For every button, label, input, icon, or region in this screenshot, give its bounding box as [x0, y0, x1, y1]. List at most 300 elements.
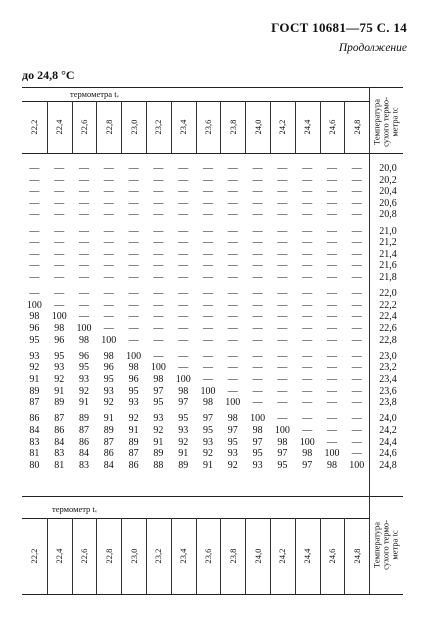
humidity-cell: —	[327, 174, 337, 186]
humidity-cell: —	[178, 299, 189, 311]
humidity-cell: 92	[29, 362, 40, 374]
humidity-cell: —	[302, 425, 313, 436]
humidity-cell: —	[351, 197, 362, 209]
column-rule	[245, 518, 246, 594]
humidity-cell: —	[153, 260, 164, 272]
column-rule	[270, 101, 271, 153]
humidity-cell: —	[227, 209, 238, 221]
humidity-cell: —	[327, 225, 337, 237]
humidity-cell: 92	[227, 459, 238, 471]
humidity-cell: 87	[103, 436, 114, 448]
humidity-cell: —	[178, 174, 189, 186]
humidity-cell: 100	[101, 334, 117, 346]
humidity-cell: —	[79, 186, 89, 198]
humidity-cell: 95	[227, 436, 238, 448]
dry-temp-value: 22,4	[379, 311, 397, 323]
wet-temp-column-header: 22,6	[79, 119, 89, 135]
dry-temp-value: 20,0	[379, 163, 397, 174]
dry-temp-value: 20,8	[379, 209, 397, 221]
humidity-cell: 86	[128, 459, 139, 471]
humidity-cell: —	[227, 385, 238, 397]
humidity-cell: 86	[103, 448, 114, 460]
wet-temp-column-header-bottom: 24,8	[351, 548, 362, 564]
humidity-cell: 96	[103, 362, 114, 374]
humidity-cell: 91	[203, 459, 213, 471]
humidity-cell: —	[203, 334, 213, 346]
humidity-cell: —	[351, 186, 362, 198]
dry-temp-value: 24,4	[379, 436, 397, 448]
humidity-cell: —	[178, 248, 189, 260]
humidity-cell: —	[29, 186, 40, 198]
column-rule	[270, 518, 271, 594]
humidity-cell: 100	[299, 436, 315, 448]
humidity-cell: —	[153, 174, 164, 186]
humidity-cell: 91	[178, 448, 189, 460]
humidity-cell: —	[103, 311, 114, 323]
humidity-cell: —	[327, 385, 337, 397]
humidity-cell: 81	[54, 459, 65, 471]
humidity-cell: —	[153, 288, 164, 300]
humidity-cell: —	[227, 323, 238, 334]
wet-temp-column-header-bottom: 24,6	[327, 548, 337, 564]
humidity-cell: —	[327, 163, 337, 174]
column-rule	[344, 101, 345, 153]
humidity-cell: 93	[79, 374, 89, 385]
humidity-cell: 98	[178, 385, 189, 397]
humidity-cell: —	[327, 436, 337, 448]
humidity-cell: 100	[324, 448, 340, 460]
wet-temp-column-header-bottom: 24,2	[277, 548, 288, 564]
humidity-cell: —	[327, 248, 337, 260]
humidity-cell: 86	[29, 413, 40, 425]
humidity-cell: —	[54, 248, 65, 260]
humidity-cell: 98	[54, 323, 65, 334]
column-rule	[146, 101, 147, 153]
humidity-cell: —	[302, 237, 313, 249]
dry-column-rule	[369, 87, 370, 594]
humidity-cell: 93	[153, 413, 164, 425]
wet-temp-column-header: 22,4	[54, 119, 65, 135]
wet-thermometer-caption-bottom: термометр tᵥ	[52, 504, 98, 514]
humidity-cell: 95	[277, 459, 288, 471]
wet-temp-column-header: 22,2	[29, 119, 40, 135]
humidity-cell: —	[54, 174, 65, 186]
humidity-cell: —	[128, 197, 139, 209]
humidity-cell: 100	[126, 350, 142, 362]
humidity-cell: 100	[250, 413, 266, 425]
column-rule	[96, 101, 97, 153]
humidity-cell: —	[103, 197, 114, 209]
humidity-cell: —	[277, 225, 288, 237]
humidity-cell: —	[128, 311, 139, 323]
humidity-cell: —	[302, 186, 313, 198]
humidity-cell: —	[103, 288, 114, 300]
humidity-cell: —	[277, 237, 288, 249]
wet-temp-column-header-bottom: 22,4	[54, 548, 65, 564]
humidity-cell: —	[153, 311, 164, 323]
humidity-cell: —	[302, 248, 313, 260]
humidity-cell: —	[29, 163, 40, 174]
humidity-cell: —	[54, 163, 65, 174]
humidity-cell: —	[277, 323, 288, 334]
humidity-cell: —	[277, 350, 288, 362]
humidity-cell: 89	[128, 436, 139, 448]
humidity-cell: —	[103, 272, 114, 283]
humidity-cell: 92	[178, 436, 189, 448]
humidity-cell: —	[302, 299, 313, 311]
humidity-cell: —	[128, 272, 139, 283]
humidity-cell: —	[351, 425, 362, 436]
humidity-cell: —	[153, 186, 164, 198]
column-rule	[121, 518, 122, 594]
humidity-cell: —	[277, 374, 288, 385]
dry-temp-value: 23,2	[379, 362, 397, 374]
humidity-cell: —	[277, 163, 288, 174]
humidity-cell: —	[79, 209, 89, 221]
humidity-cell: —	[178, 288, 189, 300]
humidity-cell: —	[203, 311, 213, 323]
humidity-cell: —	[29, 248, 40, 260]
humidity-cell: —	[302, 385, 313, 397]
continuation-label: Продолжение	[338, 42, 407, 54]
column-rule	[47, 101, 48, 153]
dry-temp-column-header: Температура сухого термо- метра tc	[371, 97, 400, 147]
column-rule	[196, 518, 197, 594]
humidity-cell: —	[277, 288, 288, 300]
humidity-cell: —	[153, 272, 164, 283]
humidity-cell: —	[252, 197, 263, 209]
humidity-cell: —	[302, 350, 313, 362]
humidity-cell: 97	[153, 385, 164, 397]
humidity-cell: —	[227, 163, 238, 174]
humidity-cell: —	[277, 299, 288, 311]
humidity-cell: —	[302, 374, 313, 385]
humidity-cell: 92	[153, 425, 164, 436]
humidity-cell: —	[327, 237, 337, 249]
humidity-cell: 95	[103, 374, 114, 385]
dry-temp-value: 23,6	[379, 385, 397, 397]
humidity-cell: —	[302, 362, 313, 374]
humidity-cell: —	[79, 288, 89, 300]
humidity-cell: 93	[203, 436, 213, 448]
humidity-cell: —	[252, 350, 263, 362]
humidity-cell: —	[203, 237, 213, 249]
humidity-cell: —	[351, 374, 362, 385]
humidity-cell: —	[252, 385, 263, 397]
humidity-cell: —	[29, 225, 40, 237]
humidity-cell: —	[128, 260, 139, 272]
dry-temp-value: 22,8	[379, 334, 397, 346]
range-label: до 24,8 °С	[22, 68, 75, 82]
humidity-cell: 96	[29, 323, 40, 334]
humidity-cell: —	[178, 163, 189, 174]
humidity-cell: —	[327, 197, 337, 209]
humidity-cell: —	[277, 248, 288, 260]
humidity-cell: 95	[29, 334, 40, 346]
humidity-cell: 98	[302, 448, 313, 460]
dry-temp-value: 21,0	[379, 225, 397, 237]
humidity-cell: —	[103, 299, 114, 311]
humidity-cell: 93	[178, 425, 189, 436]
humidity-cell: —	[351, 323, 362, 334]
humidity-cell: —	[277, 385, 288, 397]
humidity-cell: —	[351, 209, 362, 221]
humidity-cell: —	[252, 397, 263, 409]
humidity-cell: 91	[54, 385, 65, 397]
body-bottom-border	[22, 496, 403, 497]
humidity-cell: —	[252, 362, 263, 374]
humidity-cell: —	[252, 299, 263, 311]
humidity-cell: —	[351, 397, 362, 409]
humidity-cell: —	[29, 288, 40, 300]
humidity-cell: 100	[76, 323, 92, 334]
humidity-cell: 100	[51, 311, 67, 323]
humidity-cell: 96	[128, 374, 139, 385]
humidity-cell: —	[277, 272, 288, 283]
wet-temp-column-header: 24,6	[327, 119, 337, 135]
humidity-cell: —	[252, 374, 263, 385]
humidity-cell: 98	[227, 413, 238, 425]
humidity-cell: 84	[79, 448, 89, 460]
humidity-cell: —	[103, 237, 114, 249]
humidity-cell: —	[351, 436, 362, 448]
wet-temp-column-header: 23,6	[203, 119, 213, 135]
humidity-cell: —	[203, 163, 213, 174]
wet-temp-column-header-bottom: 24,0	[252, 548, 263, 564]
humidity-cell: —	[178, 260, 189, 272]
humidity-cell: —	[227, 237, 238, 249]
humidity-cell: 100	[175, 374, 191, 385]
humidity-cell: —	[227, 260, 238, 272]
dry-temp-value: 20,2	[379, 174, 397, 186]
humidity-cell: 89	[178, 459, 189, 471]
humidity-cell: —	[227, 225, 238, 237]
humidity-cell: —	[227, 362, 238, 374]
column-rule	[171, 518, 172, 594]
humidity-cell: 97	[252, 436, 263, 448]
dry-temp-value: 24,0	[379, 413, 397, 425]
wet-temp-column-header: 23,0	[128, 119, 139, 135]
humidity-cell: —	[153, 350, 164, 362]
table-bottom-border	[22, 594, 403, 595]
humidity-cell: —	[351, 311, 362, 323]
humidity-cell: —	[79, 248, 89, 260]
humidity-cell: —	[277, 209, 288, 221]
humidity-cell: —	[203, 260, 213, 272]
humidity-cell: —	[327, 288, 337, 300]
wet-temp-column-header-bottom: 23,8	[227, 548, 238, 564]
humidity-cell: —	[178, 350, 189, 362]
column-rule	[220, 101, 221, 153]
humidity-cell: —	[153, 209, 164, 221]
humidity-cell: 100	[26, 299, 42, 311]
humidity-cell: —	[54, 299, 65, 311]
humidity-cell: —	[351, 413, 362, 425]
humidity-cell: 96	[54, 334, 65, 346]
humidity-cell: —	[203, 272, 213, 283]
humidity-cell: 92	[203, 448, 213, 460]
humidity-cell: 97	[203, 413, 213, 425]
humidity-cell: —	[203, 186, 213, 198]
humidity-cell: —	[54, 288, 65, 300]
humidity-cell: —	[203, 225, 213, 237]
humidity-cell: —	[302, 272, 313, 283]
humidity-cell: —	[178, 225, 189, 237]
column-rule	[220, 518, 221, 594]
humidity-cell: —	[178, 323, 189, 334]
humidity-cell: —	[327, 397, 337, 409]
wet-temp-column-header: 24,2	[277, 119, 288, 135]
humidity-cell: —	[128, 225, 139, 237]
humidity-cell: —	[128, 174, 139, 186]
humidity-cell: —	[54, 237, 65, 249]
humidity-cell: 83	[29, 436, 40, 448]
dry-temp-value: 21,2	[379, 237, 397, 249]
humidity-cell: —	[252, 225, 263, 237]
humidity-cell: 93	[252, 459, 263, 471]
humidity-cell: —	[54, 197, 65, 209]
humidity-table	[22, 87, 403, 594]
humidity-cell: 98	[203, 397, 213, 409]
column-rule	[320, 101, 321, 153]
humidity-cell: 93	[103, 385, 114, 397]
humidity-cell: 87	[79, 425, 89, 436]
humidity-cell: —	[128, 209, 139, 221]
humidity-cell: —	[302, 311, 313, 323]
humidity-cell: —	[252, 248, 263, 260]
humidity-cell: —	[302, 209, 313, 221]
humidity-cell: —	[79, 260, 89, 272]
humidity-cell: —	[153, 237, 164, 249]
humidity-cell: 84	[54, 436, 65, 448]
humidity-cell: —	[252, 209, 263, 221]
column-rule	[171, 101, 172, 153]
humidity-cell: —	[79, 163, 89, 174]
humidity-cell: —	[29, 237, 40, 249]
humidity-cell: 81	[29, 448, 40, 460]
humidity-cell: —	[128, 163, 139, 174]
dry-temp-value: 23,0	[379, 350, 397, 362]
humidity-cell: 97	[277, 448, 288, 460]
humidity-cell: —	[302, 413, 313, 425]
humidity-cell: 91	[29, 374, 40, 385]
humidity-cell: 95	[153, 397, 164, 409]
humidity-cell: —	[351, 385, 362, 397]
humidity-cell: 92	[54, 374, 65, 385]
humidity-cell: —	[54, 260, 65, 272]
humidity-cell: —	[252, 186, 263, 198]
humidity-cell: —	[203, 288, 213, 300]
humidity-cell: —	[128, 186, 139, 198]
humidity-cell: 98	[252, 425, 263, 436]
humidity-cell: —	[227, 288, 238, 300]
humidity-cell: —	[327, 374, 337, 385]
humidity-cell: —	[178, 272, 189, 283]
humidity-cell: —	[203, 209, 213, 221]
humidity-cell: —	[178, 186, 189, 198]
humidity-cell: —	[277, 362, 288, 374]
wet-temp-column-header: 22,8	[103, 119, 114, 135]
dry-temp-value: 21,4	[379, 248, 397, 260]
humidity-cell: 95	[178, 413, 189, 425]
humidity-cell: —	[302, 397, 313, 409]
dry-temp-value: 22,2	[379, 299, 397, 311]
humidity-cell: 93	[29, 350, 40, 362]
humidity-cell: —	[227, 334, 238, 346]
humidity-cell: —	[227, 174, 238, 186]
wet-temp-column-header: 24,0	[252, 119, 263, 135]
humidity-cell: 93	[227, 448, 238, 460]
column-rule	[96, 518, 97, 594]
humidity-cell: —	[302, 174, 313, 186]
humidity-cell: —	[227, 299, 238, 311]
humidity-cell: —	[327, 323, 337, 334]
humidity-cell: —	[277, 334, 288, 346]
wet-temp-column-header-bottom: 23,4	[178, 548, 189, 564]
humidity-cell: —	[128, 288, 139, 300]
column-rule	[196, 101, 197, 153]
humidity-cell: —	[203, 248, 213, 260]
humidity-cell: —	[103, 260, 114, 272]
table-top-border	[22, 87, 403, 88]
humidity-cell: 98	[29, 311, 40, 323]
humidity-cell: —	[203, 174, 213, 186]
humidity-cell: —	[203, 362, 213, 374]
humidity-cell: —	[327, 425, 337, 436]
humidity-cell: 98	[103, 350, 114, 362]
humidity-cell: 89	[79, 413, 89, 425]
humidity-cell: —	[277, 413, 288, 425]
humidity-cell: 93	[54, 362, 65, 374]
humidity-cell: —	[227, 197, 238, 209]
humidity-cell: 91	[128, 425, 139, 436]
humidity-cell: —	[79, 225, 89, 237]
humidity-cell: 93	[128, 397, 139, 409]
wet-temp-column-header: 24,4	[302, 119, 313, 135]
humidity-cell: 89	[103, 425, 114, 436]
humidity-cell: —	[79, 174, 89, 186]
humidity-cell: 98	[128, 362, 139, 374]
humidity-cell: —	[327, 350, 337, 362]
dry-temp-value: 23,8	[379, 397, 397, 409]
humidity-cell: 95	[252, 448, 263, 460]
column-rule	[295, 518, 296, 594]
dry-temp-value: 22,0	[379, 288, 397, 300]
humidity-cell: 91	[79, 397, 89, 409]
humidity-cell: —	[277, 174, 288, 186]
humidity-cell: —	[128, 248, 139, 260]
humidity-cell: —	[178, 311, 189, 323]
humidity-cell: 100	[225, 397, 241, 409]
humidity-cell: 83	[79, 459, 89, 471]
humidity-cell: —	[351, 174, 362, 186]
humidity-cell: —	[29, 272, 40, 283]
humidity-cell: —	[79, 311, 89, 323]
humidity-cell: —	[203, 350, 213, 362]
humidity-cell: —	[227, 350, 238, 362]
humidity-cell: —	[153, 323, 164, 334]
humidity-cell: —	[54, 225, 65, 237]
wet-temp-column-header: 24,8	[351, 119, 362, 135]
humidity-cell: —	[128, 237, 139, 249]
header-bottom-border	[22, 153, 403, 154]
humidity-cell: 87	[54, 413, 65, 425]
humidity-cell: —	[252, 334, 263, 346]
humidity-cell: 95	[203, 425, 213, 436]
humidity-cell: —	[103, 323, 114, 334]
humidity-cell: —	[327, 186, 337, 198]
humidity-cell: 96	[79, 350, 89, 362]
